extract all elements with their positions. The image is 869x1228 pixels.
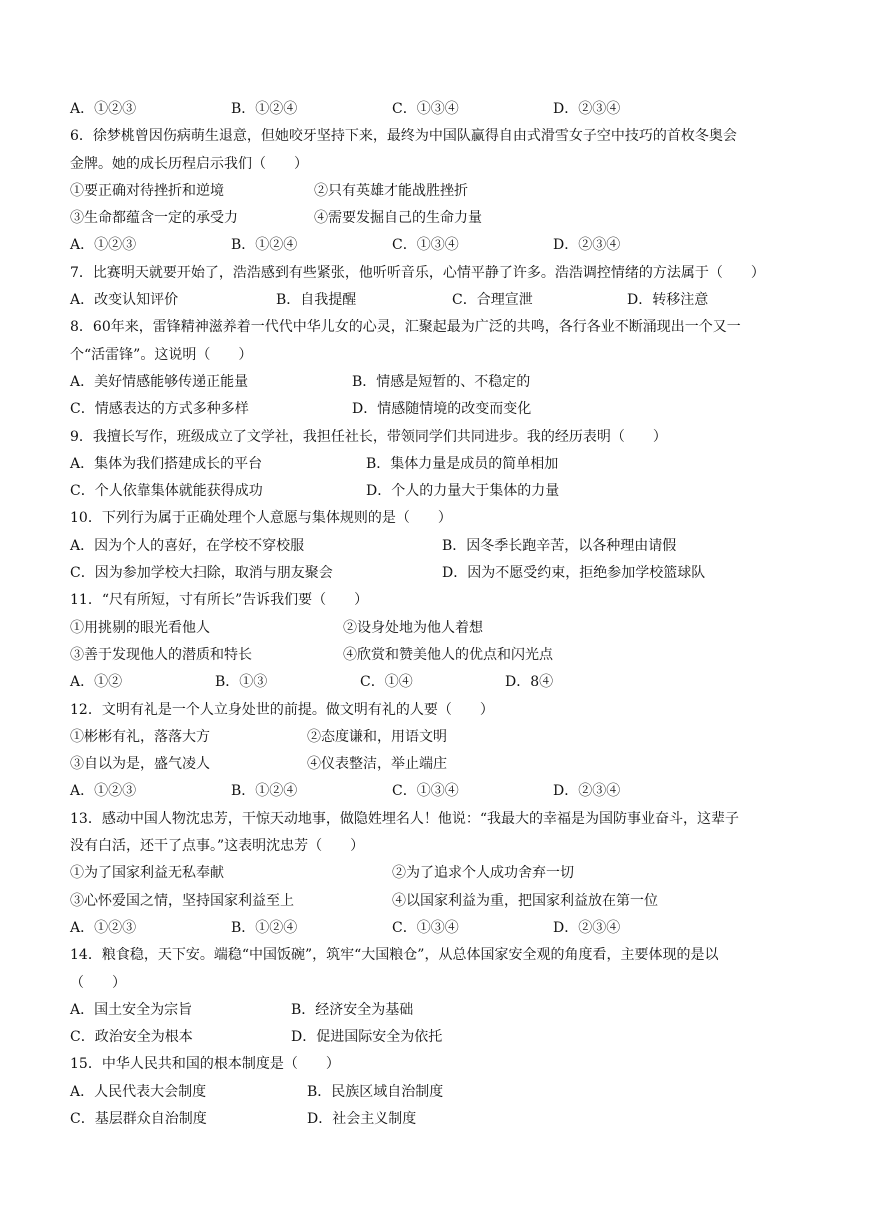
q5-option-b[interactable]: B．①②④	[231, 101, 298, 117]
q15-option-d[interactable]: D．社会主义制度	[307, 1110, 417, 1127]
q13-option-a[interactable]: A．①②③	[70, 919, 137, 936]
q8-option-a[interactable]: A．美好情感能够传递正能量	[70, 373, 249, 390]
q12-option-d[interactable]: D．②③④	[553, 783, 621, 800]
q14-stem-line1: 14．粮食稳，天下安。端稳“中国饭碗”，筑牢“大国粮仓”，从总体国家安全观的角度看，主要体现的是以	[70, 947, 719, 964]
q8-stem-line2: 个“活雷锋”。这说明（ ）	[70, 346, 253, 363]
q7-option-d[interactable]: D．转移注意	[627, 292, 709, 309]
q14-stem-line2: （ ）	[70, 974, 126, 991]
q8-options-row2	[70, 396, 810, 423]
q6-stem-line1: 6．徐梦桃曾因伤病萌生退意，但她咬牙坚持下来，最终为中国队赢得自由式滑雪女子空中技巧的首枚冬奥会	[70, 128, 737, 145]
q8-option-d[interactable]: D．情感随情境的改变而变化	[352, 401, 532, 418]
q6-items-row2	[70, 205, 810, 232]
q12-item-4: ④仪表整洁，举止端庄	[307, 756, 447, 773]
q15-option-c[interactable]: C．基层群众自治制度	[70, 1110, 207, 1127]
q10-option-c[interactable]: C．因为参加学校大扫除，取消与朋友聚会	[70, 565, 333, 582]
q11-item-2: ②设身处地为他人着想	[343, 619, 483, 636]
q12-option-c[interactable]: C．①③④	[392, 783, 459, 800]
q8-options-row1	[70, 369, 810, 396]
q7-option-b[interactable]: B．自我提醒	[276, 292, 357, 309]
q12-item-1: ①彬彬有礼，落落大方	[70, 728, 210, 745]
q7-option-a[interactable]: A．改变认知评价	[70, 292, 179, 309]
q8-option-c[interactable]: C．情感表达的方式多种多样	[70, 401, 249, 418]
q6-option-d[interactable]: D．②③④	[553, 237, 621, 254]
q14-option-b[interactable]: B．经济安全为基础	[291, 1001, 414, 1018]
q9-options-row1	[70, 451, 810, 478]
q11-options-row	[70, 669, 810, 696]
q12-items-row1	[70, 724, 810, 751]
q12-item-2: ②态度谦和，用语文明	[307, 728, 447, 745]
q13-stem-line1: 13．感动中国人物沈忠芳，干惊天动地事，做隐姓埋名人！他说：“我最大的幸福是为国防事业奋斗，这辈子	[70, 810, 739, 827]
q13-item-4: ④以国家利益为重，把国家利益放在第一位	[392, 892, 658, 909]
q11-item-4: ④欣赏和赞美他人的优点和闪光点	[343, 646, 553, 663]
q14-option-d[interactable]: D．促进国际安全为依托	[291, 1029, 443, 1046]
q6-option-a[interactable]: A．①②③	[70, 237, 137, 254]
q7-option-c[interactable]: C．合理宣泄	[452, 292, 533, 309]
q11-item-3: ③善于发现他人的潜质和特长	[70, 646, 252, 663]
q11-item-1: ①用挑剔的眼光看他人	[70, 619, 210, 636]
q9-option-b[interactable]: B．集体力量是成员的简单相加	[366, 455, 559, 472]
q13-items-row2	[70, 888, 810, 915]
q13-option-c[interactable]: C．①③④	[392, 919, 459, 936]
q12-items-row2	[70, 751, 810, 778]
q10-options-row2	[70, 560, 810, 587]
q6-option-c[interactable]: C．①③④	[392, 237, 459, 254]
q15-stem: 15．中华人民共和国的根本制度是（ ）	[70, 1056, 340, 1073]
q11-stem: 11．“尺有所短，寸有所长”告诉我们要（ ）	[70, 592, 369, 609]
q6-item-3: ③生命都蕴含一定的承受力	[70, 210, 238, 227]
q13-item-1: ①为了国家利益无私奉献	[70, 865, 224, 882]
q14-options-row2	[70, 1024, 810, 1051]
q13-option-b[interactable]: B．①②④	[231, 919, 298, 936]
q13-items-row1	[70, 860, 810, 887]
q10-options-row1	[70, 533, 810, 560]
q11-items-row2	[70, 642, 810, 669]
q11-option-d[interactable]: D．8④	[505, 674, 554, 691]
q5-options-row	[70, 96, 810, 123]
q11-option-c[interactable]: C．①④	[360, 674, 413, 691]
q15-options-row1	[70, 1079, 810, 1106]
q10-option-d[interactable]: D．因为不愿受约束，拒绝参加学校篮球队	[442, 565, 706, 582]
q10-option-b[interactable]: B．因冬季长跑辛苦，以各种理由请假	[442, 537, 677, 554]
q9-options-row2	[70, 478, 810, 505]
q13-item-3: ③心怀爱国之情，坚持国家利益至上	[70, 892, 294, 909]
q11-option-b[interactable]: B．①③	[215, 674, 268, 691]
q6-option-b[interactable]: B．①②④	[231, 237, 298, 254]
q12-option-b[interactable]: B．①②④	[231, 783, 298, 800]
q9-option-c[interactable]: C．个人依靠集体就能获得成功	[70, 483, 263, 500]
q6-options-row	[70, 232, 810, 259]
q14-options-row1	[70, 997, 810, 1024]
q8-stem-line1: 8．60年来，雷锋精神滋养着一代代中华儿女的心灵，汇聚起最为广泛的共鸣，各行各业不断涌现出一个又一	[70, 319, 741, 336]
q9-option-a[interactable]: A．集体为我们搭建成长的平台	[70, 455, 263, 472]
q7-options-row	[70, 287, 810, 314]
q6-item-2: ②只有英雄才能战胜挫折	[314, 182, 468, 199]
q14-option-a[interactable]: A．国土安全为宗旨	[70, 1001, 193, 1018]
q11-items-row1	[70, 615, 810, 642]
q13-options-row	[70, 915, 810, 942]
q9-stem: 9．我擅长写作，班级成立了文学社，我担任社长，带领同学们共同进步。我的经历表明（ ）	[70, 428, 667, 445]
q11-option-a[interactable]: A．①②	[70, 674, 123, 691]
q6-stem-line2: 金牌。她的成长历程启示我们（ ）	[70, 155, 308, 172]
q15-option-a[interactable]: A．人民代表大会制度	[70, 1083, 207, 1100]
q13-item-2: ②为了追求个人成功舍弃一切	[392, 865, 574, 882]
q5-option-a[interactable]: A．①②③	[70, 101, 137, 117]
q5-option-c[interactable]: C．①③④	[392, 101, 459, 117]
q10-stem: 10．下列行为属于正确处理个人意愿与集体规则的是（ ）	[70, 510, 452, 527]
q6-item-1: ①要正确对待挫折和逆境	[70, 182, 224, 199]
q15-options-row2	[70, 1106, 810, 1133]
q13-option-d[interactable]: D．②③④	[553, 919, 621, 936]
q10-option-a[interactable]: A．因为个人的喜好，在学校不穿校服	[70, 537, 305, 554]
q12-option-a[interactable]: A．①②③	[70, 783, 137, 800]
q7-stem: 7．比赛明天就要开始了，浩浩感到有些紧张，他听听音乐，心情平静了许多。浩浩调控情绪的方法属于（ ）	[70, 264, 765, 281]
q15-option-b[interactable]: B．民族区域自治制度	[307, 1083, 444, 1100]
q6-items-row1	[70, 178, 810, 205]
exam-page	[70, 96, 810, 1133]
q6-item-4: ④需要发掘自己的生命力量	[314, 210, 482, 227]
q9-option-d[interactable]: D．个人的力量大于集体的力量	[366, 483, 560, 500]
q8-option-b[interactable]: B．情感是短暂的、不稳定的	[352, 373, 531, 390]
q13-stem-line2: 没有白活，还干了点事。”这表明沈忠芳（ ）	[70, 838, 365, 855]
q12-item-3: ③自以为是，盛气凌人	[70, 756, 210, 773]
q12-stem: 12．文明有礼是一个人立身处世的前提。做文明有礼的人要（ ）	[70, 701, 494, 718]
q12-options-row	[70, 778, 810, 805]
q5-option-d[interactable]: D．②③④	[553, 101, 621, 117]
q14-option-c[interactable]: C．政治安全为根本	[70, 1029, 193, 1046]
